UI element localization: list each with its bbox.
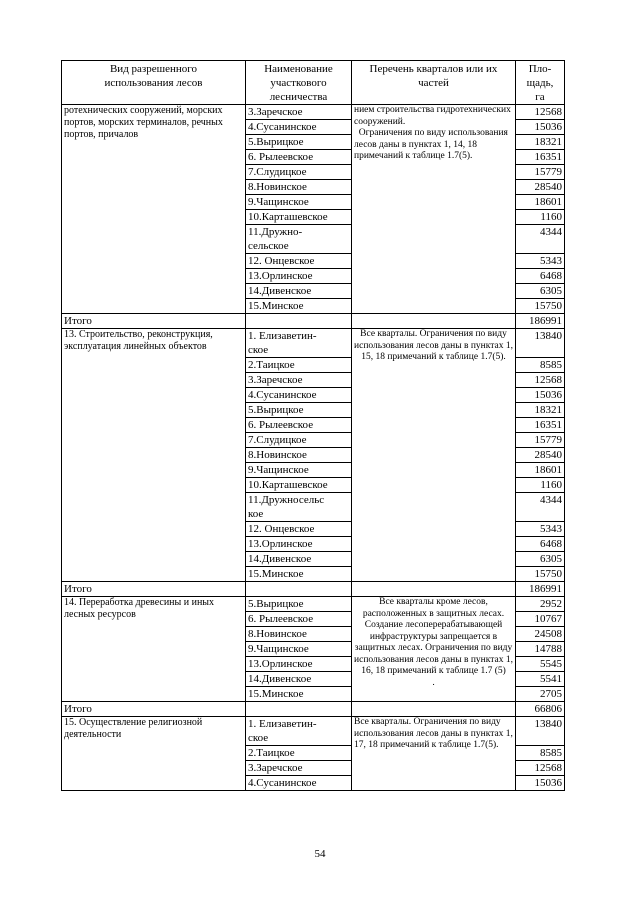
area-cell: 12568 — [516, 105, 565, 120]
total-area: 66806 — [516, 702, 565, 717]
area-cell: 1160 — [516, 478, 565, 493]
total-empty-cell — [352, 314, 516, 329]
area-cell: 5343 — [516, 254, 565, 269]
total-empty-cell — [246, 582, 352, 597]
district-cell: 1. Елизаветин- ское — [246, 717, 352, 746]
area-cell: 13840 — [516, 717, 565, 746]
area-cell: 15779 — [516, 165, 565, 180]
district-cell: 9.Чащинское — [246, 642, 352, 657]
district-cell: 2.Таицкое — [246, 358, 352, 373]
district-cell: 6. Рылеевское — [246, 612, 352, 627]
header-area: Пло- щадь, га — [516, 61, 565, 105]
use-type-cell: 15. Осуществление религиозной деятельности — [62, 717, 246, 791]
table-row — [62, 597, 565, 612]
table-row — [62, 717, 565, 746]
total-area: 186991 — [516, 582, 565, 597]
district-cell: 9.Чащинское — [246, 463, 352, 478]
district-cell: 3.Заречское — [246, 761, 352, 776]
area-cell: 6305 — [516, 552, 565, 567]
district-cell: 3.Заречское — [246, 105, 352, 120]
district-cell: 1. Елизаветин- ское — [246, 329, 352, 358]
total-row — [62, 582, 565, 597]
district-cell: 5.Вырицкое — [246, 135, 352, 150]
district-cell: 3.Заречское — [246, 373, 352, 388]
district-cell: 10.Карташевское — [246, 210, 352, 225]
total-area: 186991 — [516, 314, 565, 329]
area-cell: 6305 — [516, 284, 565, 299]
area-cell: 28540 — [516, 180, 565, 195]
district-cell: 11.Дружно- сельское — [246, 225, 352, 254]
area-cell: 15036 — [516, 120, 565, 135]
area-cell: 16351 — [516, 150, 565, 165]
district-cell: 6. Рылеевское — [246, 150, 352, 165]
total-label: Итого — [62, 314, 246, 329]
district-cell: 4.Сусанинское — [246, 776, 352, 791]
area-cell: 1160 — [516, 210, 565, 225]
quarters-note-cell: Все кварталы. Ограничения по виду использования лесов даны в пунктах 1, 15, 18 примечаний к таблице 1.7(5). — [352, 329, 516, 582]
district-cell: 7.Слудицкое — [246, 165, 352, 180]
table-header-row — [62, 61, 565, 105]
use-type-cell: 14. Переработка древесины и иных лесных ресурсов — [62, 597, 246, 702]
area-cell: 12568 — [516, 761, 565, 776]
area-cell: 16351 — [516, 418, 565, 433]
district-cell: 15.Минское — [246, 567, 352, 582]
area-cell: 2952 — [516, 597, 565, 612]
district-cell: 6. Рылеевское — [246, 418, 352, 433]
area-cell: 8585 — [516, 358, 565, 373]
area-cell: 5343 — [516, 522, 565, 537]
district-cell: 7.Слудицкое — [246, 433, 352, 448]
district-cell: 10.Карташевское — [246, 478, 352, 493]
area-cell: 15750 — [516, 299, 565, 314]
total-empty-cell — [246, 314, 352, 329]
quarters-note-cell: Все кварталы. Ограничения по виду использования лесов даны в пунктах 1, 17, 18 примечаний к таблице 1.7(5). — [352, 717, 516, 791]
area-cell: 4344 — [516, 225, 565, 254]
area-cell: 6468 — [516, 537, 565, 552]
district-cell: 5.Вырицкое — [246, 403, 352, 418]
area-cell: 13840 — [516, 329, 565, 358]
total-label: Итого — [62, 702, 246, 717]
district-cell: 2.Таицкое — [246, 746, 352, 761]
district-cell: 15.Минское — [246, 687, 352, 702]
area-cell: 24508 — [516, 627, 565, 642]
district-cell: 12. Онцевское — [246, 254, 352, 269]
quarters-note-cell: Все кварталы кроме лесов, расположенных в защитных лесах. Создание лесоперерабатывающей инфраструктуры запрещается в защитных лесах. Ограничения по виду использования лесов даны в пунктах 1, 16, 18 примечаний к таблице 1.7 (5) . — [352, 597, 516, 702]
area-cell: 28540 — [516, 448, 565, 463]
district-cell: 4.Сусанинское — [246, 388, 352, 403]
area-cell: 18601 — [516, 195, 565, 210]
area-cell: 2705 — [516, 687, 565, 702]
area-cell: 10767 — [516, 612, 565, 627]
district-cell: 5.Вырицкое — [246, 597, 352, 612]
district-cell: 15.Минское — [246, 299, 352, 314]
total-label: Итого — [62, 582, 246, 597]
use-type-cell: ротехнических сооружений, морских портов, морских терминалов, речных портов, причалов — [62, 105, 246, 314]
area-cell: 18321 — [516, 135, 565, 150]
total-row — [62, 702, 565, 717]
area-cell: 4344 — [516, 493, 565, 522]
header-district: Наименование участкового лесничества — [246, 61, 352, 105]
area-cell: 15036 — [516, 776, 565, 791]
area-cell: 6468 — [516, 269, 565, 284]
use-type-cell: 13. Строительство, реконструкция, эксплуатация линейных объектов — [62, 329, 246, 582]
area-cell: 15750 — [516, 567, 565, 582]
area-cell: 18601 — [516, 463, 565, 478]
table-row — [62, 329, 565, 358]
area-cell: 8585 — [516, 746, 565, 761]
total-empty-cell — [352, 702, 516, 717]
district-cell: 13.Орлинское — [246, 537, 352, 552]
total-empty-cell — [352, 582, 516, 597]
district-cell: 14.Дивенское — [246, 284, 352, 299]
header-quarters: Перечень кварталов или их частей — [352, 61, 516, 105]
forest-use-table — [61, 60, 565, 791]
page-number: 54 — [314, 848, 326, 860]
district-cell: 12. Онцевское — [246, 522, 352, 537]
area-cell: 5545 — [516, 657, 565, 672]
district-cell: 4.Сусанинское — [246, 120, 352, 135]
quarters-note-cell: нием строительства гидротехнических сооружений. Ограничения по виду использования лесов даны в пунктах 1, 14, 18 примечаний к таблице 1.7(5). — [352, 105, 516, 314]
district-cell: 9.Чащинское — [246, 195, 352, 210]
district-cell: 13.Орлинское — [246, 269, 352, 284]
district-cell: 8.Новинское — [246, 448, 352, 463]
district-cell: 11.Дружносельс кое — [246, 493, 352, 522]
total-row — [62, 314, 565, 329]
area-cell: 14788 — [516, 642, 565, 657]
table-body — [62, 105, 565, 791]
area-cell: 15036 — [516, 388, 565, 403]
district-cell: 8.Новинское — [246, 627, 352, 642]
district-cell: 13.Орлинское — [246, 657, 352, 672]
table-row — [62, 105, 565, 120]
total-empty-cell — [246, 702, 352, 717]
area-cell: 15779 — [516, 433, 565, 448]
header-type: Вид разрешенного использования лесов — [62, 61, 246, 105]
district-cell: 14.Дивенское — [246, 552, 352, 567]
district-cell: 14.Дивенское — [246, 672, 352, 687]
area-cell: 12568 — [516, 373, 565, 388]
district-cell: 8.Новинское — [246, 180, 352, 195]
area-cell: 18321 — [516, 403, 565, 418]
area-cell: 5541 — [516, 672, 565, 687]
